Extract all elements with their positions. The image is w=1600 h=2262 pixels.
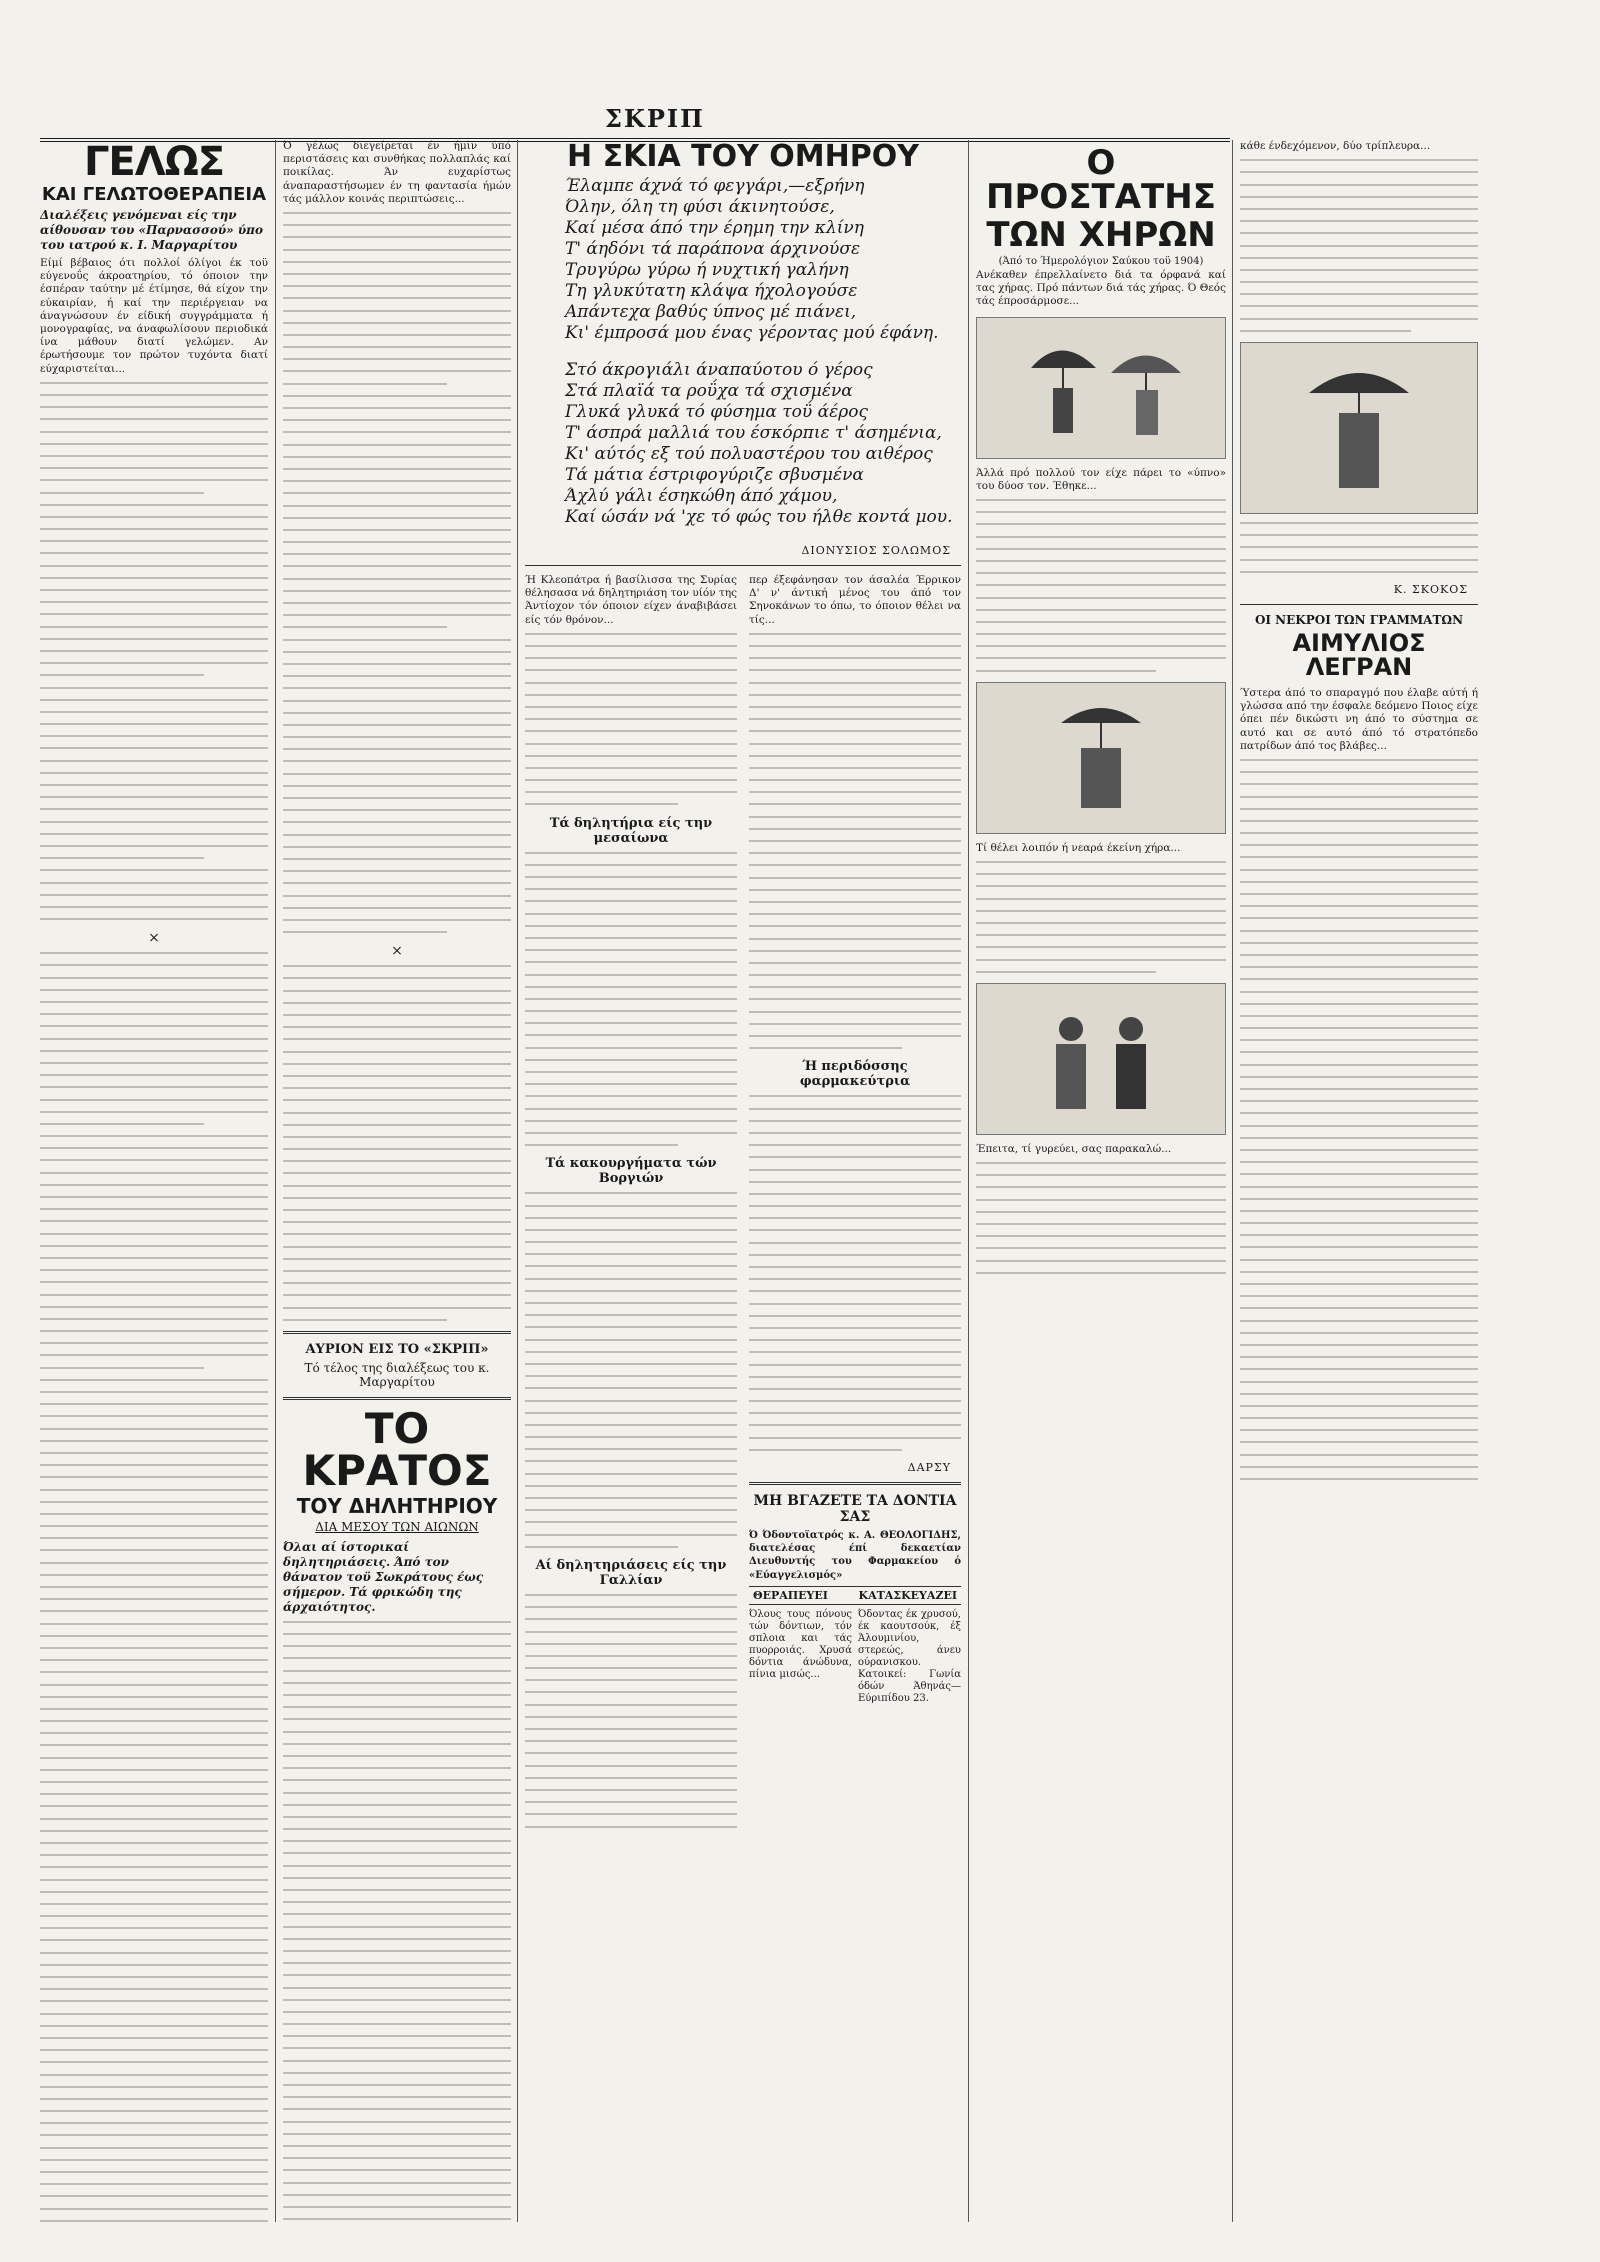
section-heading: Τά κακουργήματα τών Βοργιών — [545, 1156, 717, 1187]
widow-figure-icon — [1001, 693, 1201, 823]
article-title: ΓΕΛΩΣ — [83, 140, 225, 185]
body-text-lines — [976, 1162, 1226, 1274]
poem-line: Στό άκρογιάλι άναπαύοτου ό γέρος — [565, 360, 873, 380]
column-5 — [976, 140, 1226, 2222]
article-subtitle: ΚΑΙ ΓΕΛΩΤΟΘΕΡΑΠΕΙΑ — [41, 184, 267, 205]
ad-label-left: ΘΕΡΑΠΕΥΕΙ — [753, 1588, 828, 1602]
poem-title: Η ΣΚΙΑ ΤΟΥ ΟΜΗΡΟΥ — [567, 140, 919, 174]
article-text: Ή Κλεοπάτρα ή βασίλισσα της Συρίας θέλησασα νά δηλητηριάση τον υίόν της Άντίοχον τόν όποιον είχεν άναβιβάσει είς τόν θρόνον... — [525, 574, 737, 626]
poison-article-left — [525, 574, 737, 1838]
body-text-lines — [1240, 759, 1478, 1480]
masthead-name: ΣΚΡΙΠ — [605, 104, 705, 133]
body-text-lines — [283, 965, 511, 1320]
body-text-lines — [525, 852, 737, 1147]
ad-text-right: Όδοντας έκ χρυσού, έκ καουτσούκ, έξ Άλουμινίου, στερεώς, άνευ ούρανισκου. Κατοικεί: Γωνία όδών Άθηνάς—Εύριπίδου 23. — [858, 1608, 961, 1704]
tomorrow-heading: ΑΥΡΙΟΝ ΕΙΣ ΤΟ «ΣΚΡΙΠ» — [305, 1341, 489, 1357]
article-source: (Άπό το Ήμερολόγιον Σαύκου τοϋ 1904) — [998, 256, 1204, 267]
poem-line: Τ' άσπρά μαλλιά του έσκόρπιε τ' άσημένια, — [565, 423, 942, 443]
ad-labels — [749, 1586, 961, 1605]
body-text-lines — [976, 861, 1226, 973]
kratos-intro: Όλαι αί ίστορικαί δηλητηριάσεις. Άπό τον θάνατον τοϋ Σωκράτους έως σήμερον. Τά φρικώδη της άρχαιότητος. — [283, 1539, 483, 1614]
body-text-lines — [525, 1594, 737, 1828]
body-text-lines — [749, 1095, 961, 1450]
article-subtitle: ΤΩΝ ΧΗΡΩΝ — [986, 215, 1216, 255]
section-heading: Τά δηλητήρια είς την μεσαίωνα — [549, 815, 713, 846]
article-text: Ύστερα άπό το σπαραγμό που έλαβε αύτή ή γλώσσα από την έσφαλε δεόμενο Ποιος είχε όπει πέν δικώστι νη άπό το σύστημα σε αυτό και σε αυτό άπό τό στρατόπεδο πατρίδων άπό τος βλάβες... — [1240, 686, 1478, 752]
column-2 — [283, 140, 511, 2222]
section-separator: × — [391, 943, 403, 960]
body-text-lines — [525, 633, 737, 806]
article-text: Έπειτα, τί γυρεύει, σας παρακαλώ... — [976, 1142, 1172, 1155]
kratos-subheading: ΔΙΑ ΜΕΣΟΥ ΤΩΝ ΑΙΩΝΩΝ — [315, 1519, 479, 1534]
article-text: Τί θέλει λοιπόν ή νεαρά έκείνη χήρα... — [976, 841, 1181, 854]
masthead — [40, 104, 1230, 142]
body-text-lines — [283, 1621, 511, 2220]
poem-line: Κι' έμπροσά μου ένας γέροντας μού έφάνη. — [565, 323, 939, 343]
poem-line: Γλυκά γλυκά τό φύσημα τοΰ άέρος — [565, 402, 868, 422]
poem-line: Τά μάτια έστριφογύριζε σβυσμένα — [565, 465, 864, 485]
article-title: ΑΙΜΥΛΙΟΣ ΛΕΓΡΑΝ — [1292, 628, 1426, 681]
article-intro: Διαλέξεις γενόμεναι είς την αίθουσαν του «Παρνασσού» ύπο του ιατρού κ. Ι. Μαργαρίτου — [40, 208, 263, 252]
poem — [565, 176, 961, 528]
poem-stanza-1 — [565, 176, 961, 344]
ad-title: ΜΗ ΒΓΑΖΕΤΕ ΤΑ ΔΟΝΤΙΑ ΣΑΣ — [753, 1493, 957, 1525]
body-text-lines — [40, 382, 268, 920]
column-rule — [1232, 140, 1233, 2222]
section-heading: ΟΙ ΝΕΚΡΟΙ ΤΩΝ ΓΡΑΜΜΑΤΩΝ — [1254, 612, 1464, 627]
illustration-couple-umbrella — [976, 317, 1226, 459]
poem-line: Καί μέσα άπό την έρημη την κλίνη — [565, 218, 864, 238]
article-text: Άλλά πρό πολλού τον είχε πάρει το «ύπνο» του δύοσ τον. Έθηκε... — [976, 466, 1226, 492]
body-text-lines — [283, 212, 511, 933]
poem-line: Απάντεχα βαθύς ύπνος μέ πιάνει, — [565, 302, 857, 322]
article-text: Ανέκαθεν έπρελλαίνετο διά τα όρφανά καί τας χήρας. Πρό πάντων διά τάς χήρας. Ό Θεός τάς έπροσάρμοσε... — [976, 269, 1226, 308]
column-rule — [968, 140, 969, 2222]
poem-stanza-2 — [565, 360, 961, 528]
column-1 — [40, 140, 268, 2222]
poem-line: Έλαμπε άχνά τό φεγγάρι,—εξρήνη — [565, 176, 865, 196]
ad-text-left: Όλους τους πόνους τών δόντιων, τόν σπλοια και τάς πυορροιάς. Χρυσά δόντια άνώδυνα, πίνια μισώς... — [749, 1608, 852, 1680]
section-heading: Ή περιδόσσης φαρμακεύτρια — [799, 1059, 911, 1090]
article-title: Ο ΠΡΟΣΤΑΤΗΣ — [986, 143, 1216, 217]
article-text: Ό γέλως διεγείρεται έν ήμΐν ύπό περιστάσεις και συνθήκας πολλαπλάς καί ποικίλας. Άν ευχαρίστως άναπαραστήσωμεν έν τη φαντασία ήμών τάς μάλλον κοινάς περιπτώσεις... — [283, 140, 511, 205]
body-text-lines — [749, 633, 961, 1049]
poem-line: Τρυγύρω γύρω ή νυχτική γαλήνη — [565, 260, 849, 280]
body-text-lines — [1240, 522, 1478, 573]
kratos-title: ΤΟ ΚΡΑΤΟΣ — [302, 1403, 492, 1495]
poem-line: Όλην, όλη τη φύσι άκινητούσε, — [565, 197, 835, 217]
column-rule — [517, 140, 518, 2222]
section-separator: × — [148, 930, 160, 947]
tomorrow-subheading: Τό τέλος της διαλέξεως του κ. Μαργαρίτου — [304, 1360, 490, 1389]
woman-figure-icon — [1259, 353, 1459, 503]
poem-line: Καί ώσάν νά 'χε τό φώς του ήλθε κοντά μου. — [565, 507, 953, 527]
illustration-woman — [1240, 342, 1478, 514]
poem-line: Τ' άηδόνι τά παράπονα άρχινούσε — [565, 239, 861, 259]
column-rule — [275, 140, 276, 2222]
column-6 — [1240, 140, 1478, 2222]
article-signature: ΔΑΡΣΥ — [907, 1461, 951, 1474]
body-text-lines — [976, 499, 1226, 672]
body-text-lines — [40, 952, 268, 2222]
article-text: Είμί βέβαιος ότι πολλοί όλίγοι έκ τοϋ εύγενοΰς άκροατηρίου, τό όποιον την έσπέραν ταύτην μέ έτίμησε, θά είχον την εύκαιρίαν, ή καί την περιέργειαν να άναγνώσουν έν είδική συγγράμματα ή μονογραφίας, να άναφωλίσουν περιοδικά ίνα μάθουν διατί γελώμεν. Αν έρωτήσουμε τον πρώτον τυχόντα διατί εύχαριστείται... — [40, 257, 268, 375]
ad-intro: Ό Όδοντοϊατρός κ. Α. ΘΕΟΛΟΓΙΔΗΣ, διατελέσας έπί δεκαετίαν Διευθυντής του Φαρμακείου ό «Εύαγγελισμός» — [749, 1530, 961, 1581]
umbrella-couple-icon — [1001, 328, 1201, 448]
ad-columns — [749, 1609, 961, 1705]
poison-article — [525, 574, 961, 1838]
ad-label-right: ΚΑΤΑΣΚΕΥΑΖΕΙ — [858, 1588, 957, 1602]
section-heading: Αί δηλητηριάσεις είς την Γαλλίαν — [535, 1557, 727, 1588]
illustration-widow-rain — [976, 682, 1226, 834]
poem-line: Άχλύ γάλι έσηκώθη άπό χάμου, — [565, 486, 838, 506]
column-3-4 — [525, 140, 961, 2222]
poem-line: Κι' αύτός εξ τού πολυαστέρου του αιθέρος — [565, 444, 933, 464]
poem-line: Στά πλαϊά τα ροΰχα τά σχισμένα — [565, 381, 853, 401]
two-figures-icon — [1001, 994, 1201, 1124]
article-text: περ έξεφάνησαν τον άσαλέα Έρρικον Δ' ν' άντική μένος του άπό τον Σηνοκάνων το όπω, το όποιον θέλει να τίς... — [749, 574, 961, 626]
kratos-subtitle: ΤΟΥ ΔΗΛΗΤΗΡΙΟΥ — [296, 1493, 498, 1518]
article-text: κάθε ένδεχόμενον, δύο τρίπλευρα... — [1240, 140, 1431, 152]
illustration-conversation — [976, 983, 1226, 1135]
article-signature: Κ. ΣΚΟΚΟΣ — [1393, 582, 1468, 596]
poison-article-right — [749, 574, 961, 1838]
poem-line: Τη γλυκύτατη κλάψα ήχολογούσε — [565, 281, 858, 301]
body-text-lines — [1240, 159, 1478, 332]
body-text-lines — [525, 1192, 737, 1547]
poem-author: ΔΙΟΝΥΣΙΟΣ ΣΟΛΩΜΟΣ — [801, 544, 951, 557]
